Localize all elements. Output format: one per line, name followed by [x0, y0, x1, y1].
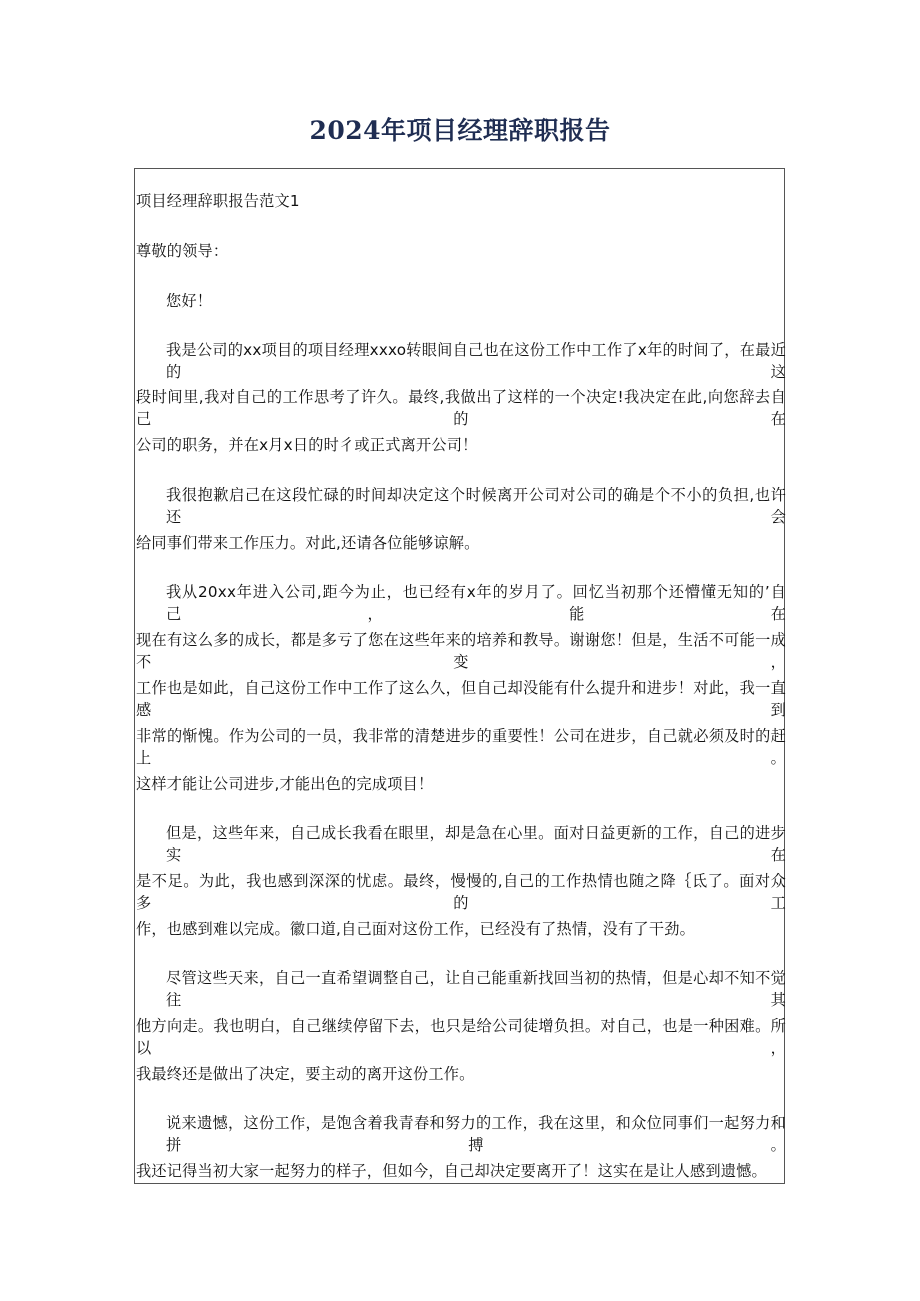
- section-heading: 项目经理辞职报告范文1: [136, 192, 300, 210]
- paragraph-line: 公司的职务，并在x月x日的时彳或正式离开公司！: [136, 436, 478, 454]
- paragraph-line: 我很抱歉启己在这段忙碌的时间却决定这个时候离开公司对公司的确是个不小的负担,也许还会: [166, 486, 786, 526]
- paragraph-line: 段时间里,我对自己的工作思考了许久。最终,我做出了这样的一个决定!我决定在此,向您辞去自己的在: [136, 388, 786, 428]
- salutation: 尊敬的领导：: [136, 242, 229, 260]
- document-title: 2024年项目经理辞职报告: [309, 116, 611, 145]
- paragraph-line: 非常的惭愧。作为公司的一员，我非常的清楚进步的重要性！公司在进步，自己就必须及时的赶上。: [136, 727, 786, 767]
- greeting: 您好！: [166, 292, 213, 310]
- paragraph-line: 他方向走。我也明白，自己继续停留下去，也只是给公司徒增负担。对自己，也是一种困难。所以，: [136, 1017, 786, 1057]
- paragraph-line: 说来遗憾，这份工作，是饱含着我青春和努力的工作，我在这里，和众位同事们一起努力和拼搏。: [166, 1114, 786, 1154]
- paragraph-line: 给同事们带来工作压力。对此,还请各位能够谅解。: [136, 534, 480, 552]
- paragraph-line: 作，也感到难以完成。徽口道,自己面对这份工作，已经没有了热情，没有了干劲。: [136, 920, 695, 938]
- paragraph-line: 我是公司的xx项目的项目经理xxxo转眼间自己也在这份工作中工作了x年的时间了，在最近的这: [166, 341, 786, 381]
- paragraph-line: 但是，这些年来，自己成长我看在眼里，却是急在心里。面对日益更新的工作，自己的进步实在: [166, 824, 786, 864]
- paragraph-line: 我从20xx年进入公司,距今为止，也已经有x年的岁月了。回忆当初那个还懵懂无知的’自己，能在: [166, 583, 786, 623]
- paragraph-line: 这样才能让公司进步,才能出色的完成项目！: [136, 775, 434, 793]
- paragraph-line: 我还记得当初大家一起努力的样子，但如今，自己却决定要离开了！这实在是让人感到遗憾。: [136, 1162, 767, 1180]
- paragraph-line: 现在有这么多的成长，都是多亏了您在这些年来的培养和教导。谢谢您！但是，生活不可能一成不变，: [136, 631, 786, 671]
- paragraph-line: 是不足。为此，我也感到深深的忧虑。最终，慢慢的,自己的工作热情也随之降｛氐了。面对众多的工: [136, 872, 786, 912]
- paragraph-line: 工作也是如此，自己这份工作中工作了这么久，但自己却没能有什么提升和进步！对此，我一直感到: [136, 679, 786, 719]
- paragraph-line: 尽管这些天来，自己一直希望调整自己，让自己能重新找回当初的热情，但是心却不知不觉往其: [166, 969, 786, 1009]
- paragraph-line: 我最终还是做出了决定，要主动的离开这份工作。: [136, 1065, 475, 1083]
